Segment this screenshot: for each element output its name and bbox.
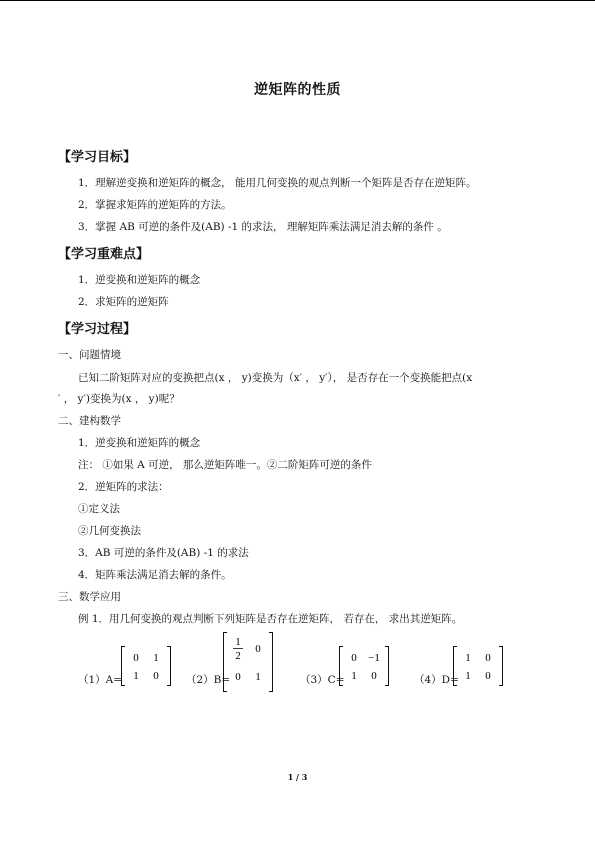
- matrix-c: [338, 646, 390, 686]
- matrix-cell: 0: [485, 652, 491, 664]
- part2-note: 注： ①如果 A 可逆， 那么逆矩阵唯一。②二阶矩阵可逆的条件: [78, 459, 372, 471]
- matrix-cell: 1: [133, 670, 139, 682]
- right-bracket: [385, 647, 389, 686]
- matrix-a: [120, 646, 172, 686]
- right-bracket: [269, 633, 273, 692]
- matrix-a-label: （1）A=: [78, 674, 123, 686]
- part2-item-4: 4．矩阵乘法满足消去解的条件。: [78, 569, 232, 581]
- matrix-cell: 1: [351, 670, 357, 682]
- part2-item-2: 2．逆矩阵的求法：: [78, 481, 169, 493]
- matrix-svg: [338, 646, 390, 686]
- matrix-cell: 1: [153, 652, 159, 664]
- matrix-cell: 0: [235, 671, 241, 683]
- matrix-cell: 0: [255, 643, 261, 655]
- example-1-text: 例 1．用几何变换的观点判断下列矩阵是否存在逆矩阵， 若存在， 求出其逆矩阵。: [78, 613, 463, 625]
- matrix-svg: [120, 646, 172, 686]
- goal-item-1: 1．理解逆变换和逆矩阵的概念， 能用几何变换的观点判断一个矩阵是否存在逆矩阵。: [78, 177, 477, 189]
- matrix-d-label: （4）D=: [414, 674, 459, 686]
- matrix-cell: 0: [153, 670, 159, 682]
- matrix-cell: 0: [351, 652, 357, 664]
- goal-item-3: 3．掌握 AB 可逆的条件及(AB) -1 的求法， 理解矩阵乘法满足消去解的条件 。: [78, 221, 448, 233]
- left-bracket: [454, 647, 458, 686]
- matrix-cell: −1: [368, 652, 380, 664]
- matrix-cell-numerator: 1: [235, 636, 241, 648]
- matrix-cell: 1: [465, 670, 471, 682]
- right-bracket: [167, 647, 171, 686]
- matrix-cell: 0: [133, 652, 139, 664]
- key-point-item-2: 2．求矩阵的逆矩阵: [78, 296, 169, 308]
- matrix-d: [452, 646, 504, 686]
- matrix-b-label: （2）B=: [186, 674, 231, 686]
- section-heading-process: 【学习过程】: [58, 322, 137, 337]
- section-heading-goals: 【学习目标】: [58, 150, 137, 165]
- part1-title: 一、问题情境: [58, 349, 121, 361]
- part2-method-1: ①定义法: [78, 503, 120, 515]
- right-bracket: [499, 647, 503, 686]
- section-heading-key-points: 【学习重难点】: [58, 247, 150, 262]
- page-title: 逆矩阵的性质: [254, 82, 341, 98]
- example-1-matrices: [78, 638, 518, 698]
- part2-method-2: ②几何变换法: [78, 525, 141, 537]
- part2-item-1: 1．逆变换和逆矩阵的概念: [78, 437, 201, 449]
- goal-item-2: 2．掌握求矩阵的逆矩阵的方法。: [78, 199, 232, 211]
- part1-text-line2: ′ ， y′)变换为(x ， y)呢？: [58, 393, 180, 405]
- part1-text-line1: 已知二阶矩阵对应的变换把点(x ， y)变换为（x′ ， y′）， 是否存在一个变换能把点(x: [78, 372, 473, 384]
- left-bracket: [224, 633, 228, 692]
- matrix-b: [222, 632, 274, 692]
- part2-title: 二、建构数学: [58, 415, 121, 427]
- matrix-cell: 0: [485, 670, 491, 682]
- matrix-svg: [222, 632, 274, 692]
- left-bracket: [340, 647, 344, 686]
- part3-title: 三、数学应用: [58, 591, 121, 603]
- matrix-cell: 0: [371, 670, 377, 682]
- matrix-svg: [452, 646, 504, 686]
- matrix-cell-denominator: 2: [235, 650, 241, 662]
- matrix-c-label: （3）C=: [300, 674, 345, 686]
- matrix-cell: 1: [465, 652, 471, 664]
- top-rule: [0, 0, 595, 1]
- matrix-cell: 1: [255, 671, 261, 683]
- part2-item-3: 3．AB 可逆的条件及(AB) -1 的求法: [78, 547, 249, 559]
- left-bracket: [122, 647, 126, 686]
- page-number: 1 / 3: [287, 772, 308, 782]
- key-point-item-1: 1．逆变换和逆矩阵的概念: [78, 274, 201, 286]
